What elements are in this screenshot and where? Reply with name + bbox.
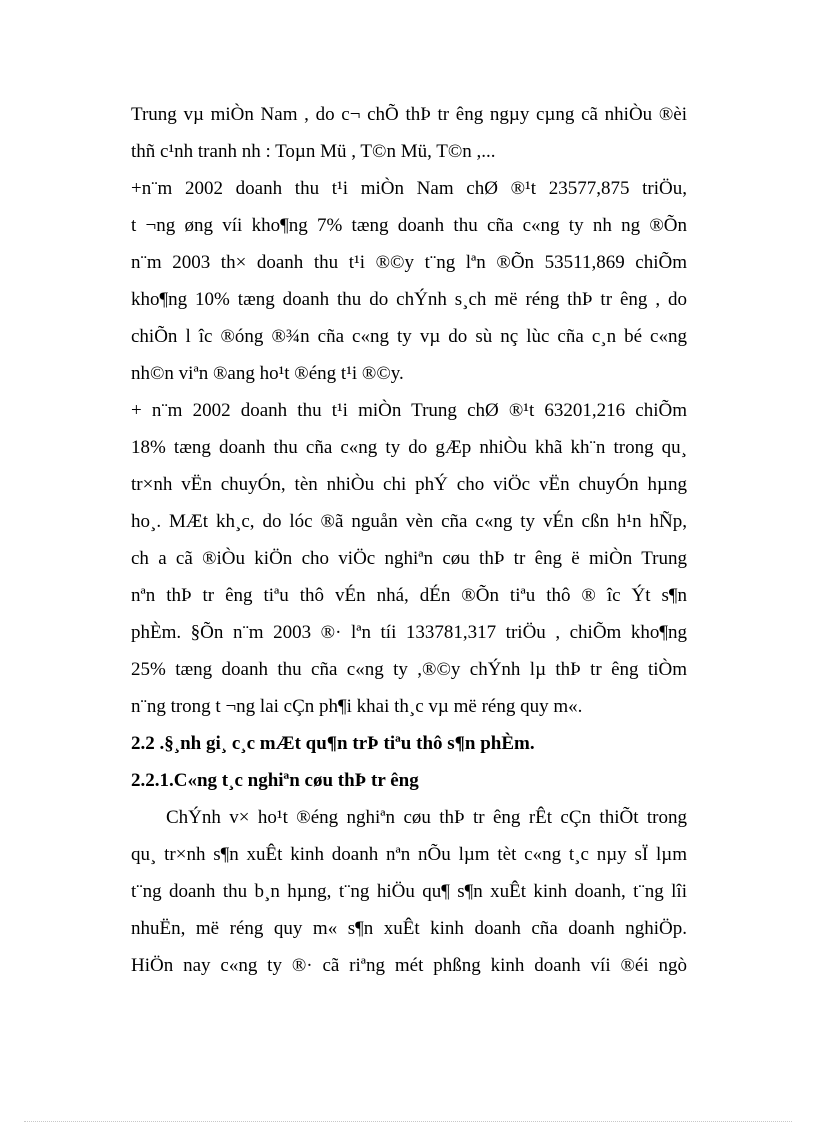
paragraph-line: ho¸. MÆt kh¸c, do lóc ®ã nguån vèn cña c«ng ty vÉn cßn h¹n hÑp, [131, 511, 687, 532]
paragraph-line: 18% tæng doanh thu cña c«ng ty do gÆp nhiÒu khã kh¨n trong qu¸ [131, 437, 687, 458]
paragraph-line: nh©n viªn ®ang ho¹t ®éng t¹i ®©y. [131, 363, 404, 384]
paragraph-line: n¨m 2003 th× doanh thu t¹i ®©y t¨ng lªn ®Õn 53511,869 chiÕm [131, 252, 687, 273]
paragraph-line: tr×nh vËn chuyÓn, tèn nhiÒu chi phÝ cho viÖc vËn chuyÓn hµng [131, 474, 687, 495]
paragraph-line: t¨ng doanh thu b¸n hµng, t¨ng hiÖu qu¶ s¶n xuÊt kinh doanh, t¨ng lîi [131, 881, 687, 902]
paragraph-line: phÈm. §Õn n¨m 2003 ®· lªn tíi 133781,317 triÖu , chiÕm kho¶ng [131, 622, 687, 643]
paragraph-line: n¨ng trong t ¬ng lai cÇn ph¶i khai th¸c vµ më réng quy m«. [131, 696, 583, 717]
paragraph-line: chiÕn l îc ®óng ®¾n cña c«ng ty vµ do sù nç lùc cña c¸n bé c«ng [131, 326, 687, 347]
paragraph-line: Trung vµ miÒn Nam , do c¬ chÕ thÞ tr êng ngµy cµng cã nhiÒu ®èi [131, 104, 687, 125]
paragraph-line: ch a cã ®iÒu kiÖn cho viÖc nghiªn cøu thÞ tr êng ë miÒn Trung [131, 548, 687, 569]
page-bottom-divider [24, 1121, 792, 1122]
paragraph-line: + n¨m 2002 doanh thu t¹i miÒn Trung chØ ®¹t 63201,216 chiÕm [131, 400, 687, 421]
paragraph-line: nhuËn, më réng quy m« s¶n xuÊt kinh doanh cña doanh nghiÖp. [131, 918, 687, 939]
paragraph-line: t ¬ng øng víi kho¶ng 7% tæng doanh thu cña c«ng ty nh ng ®Õn [131, 215, 687, 236]
paragraph-line: qu¸ tr×nh s¶n xuÊt kinh doanh nªn nÕu lµm tèt c«ng t¸c nµy sÏ lµm [131, 844, 687, 865]
paragraph-line: kho¶ng 10% tæng doanh thu do chÝnh s¸ch më réng thÞ tr êng , do [131, 289, 687, 310]
paragraph-line: thñ c¹nh tranh nh : Toµn Mü , T©n Mü, T©n ,... [131, 141, 496, 162]
section-heading: 2.2 .§¸nh gi¸ c¸c mÆt qu¶n trÞ tiªu thô s¶n phÈm. [131, 733, 535, 754]
paragraph-line: +n¨m 2002 doanh thu t¹i miÒn Nam chØ ®¹t 23577,875 triÖu, [131, 178, 687, 199]
paragraph-line: nªn thÞ tr êng tiªu thô vÉn nhá, dÉn ®Õn tiªu thô ® îc Ýt s¶n [131, 585, 687, 606]
paragraph-line: HiÖn nay c«ng ty ®· cã riªng mét phßng kinh doanh víi ®éi ngò [131, 955, 687, 976]
paragraph-line: ChÝnh v× ho¹t ®éng nghiªn cøu thÞ tr êng rÊt cÇn thiÕt trong [166, 807, 687, 828]
subsection-heading: 2.2.1.C«ng t¸c nghiªn cøu thÞ tr êng [131, 770, 419, 791]
paragraph-line: 25% tæng doanh thu cña c«ng ty ,®©y chÝnh lµ thÞ tr êng tiÒm [131, 659, 687, 680]
